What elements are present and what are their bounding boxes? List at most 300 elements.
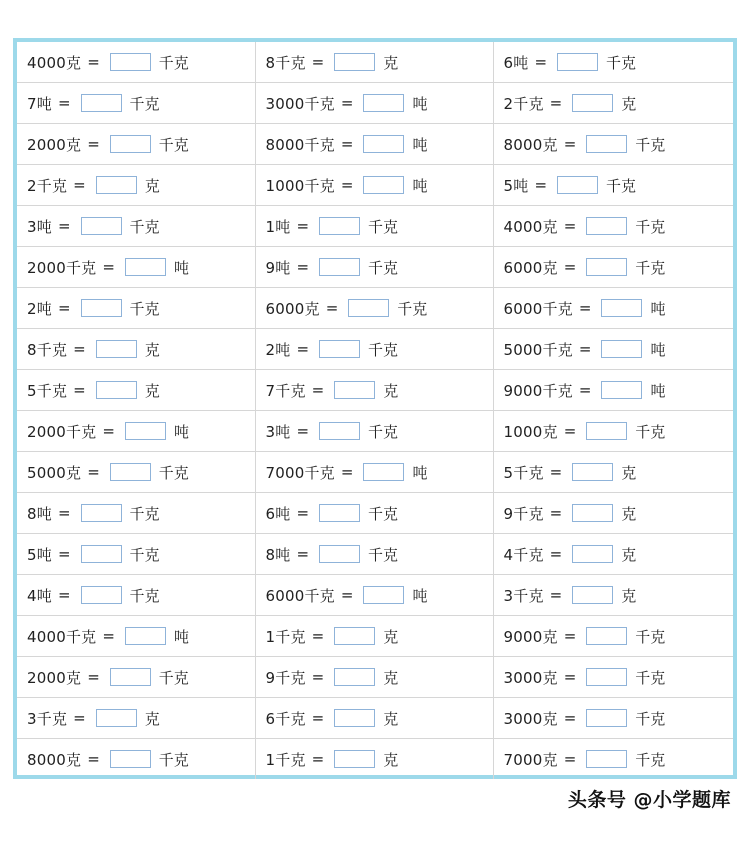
answer-box[interactable] [96,381,137,399]
target-unit: 克 [621,586,637,605]
given-quantity: 3000克 [503,709,558,728]
given-quantity: 9000克 [503,627,558,646]
target-unit: 吨 [412,94,428,113]
conversion-problem [504,339,666,360]
answer-box[interactable] [81,94,122,112]
conversion-problem [504,503,637,524]
conversion-problem [504,421,666,442]
target-unit: 千克 [158,53,189,72]
target-unit: 千克 [635,217,666,236]
answer-box[interactable] [557,53,598,71]
equals-sign: = [296,422,310,440]
given-quantity: 5吨 [503,176,529,195]
answer-box[interactable] [586,750,627,768]
answer-box[interactable] [110,668,151,686]
equals-sign: = [311,709,325,727]
answer-box[interactable] [81,217,122,235]
equals-sign: = [578,299,592,317]
equals-sign: = [311,668,325,686]
target-unit: 克 [383,750,399,769]
conversion-problem [504,626,666,647]
exercise-cell [255,411,493,452]
equals-sign: = [73,709,86,727]
answer-box[interactable] [586,258,627,276]
conversion-problem [266,298,428,319]
given-quantity: 5吨 [27,545,52,564]
conversion-problem [504,216,666,237]
given-quantity: 8吨 [27,504,52,523]
answer-box[interactable] [572,586,613,604]
answer-box[interactable] [557,176,598,194]
target-unit: 克 [383,668,399,687]
target-unit: 克 [621,463,637,482]
target-unit: 千克 [368,422,399,441]
equals-sign: = [311,381,325,399]
equals-sign: = [57,545,71,563]
given-quantity: 8000克 [503,135,558,154]
conversion-problem [266,52,399,73]
equals-sign: = [311,750,325,768]
equals-sign: = [57,217,71,235]
given-quantity: 7千克 [265,381,306,400]
equals-sign: = [87,135,100,153]
equals-sign: = [340,94,354,112]
exercise-cell [493,575,733,616]
conversion-problem [504,544,637,565]
conversion-problem [266,708,399,729]
conversion-problem [27,585,160,606]
conversion-problem [27,708,160,729]
given-quantity: 8千克 [27,340,68,359]
answer-box[interactable] [125,422,166,440]
exercise-cell [255,288,493,329]
answer-box[interactable] [334,668,375,686]
equals-sign: = [73,176,86,194]
exercise-cell [493,124,733,165]
conversion-problem [504,667,666,688]
exercise-cell [255,657,493,698]
answer-box[interactable] [319,217,360,235]
target-unit: 千克 [158,668,189,687]
conversion-problem [504,380,666,401]
exercise-cell [493,42,733,83]
exercise-row [17,206,733,247]
exercise-row [17,657,733,698]
given-quantity: 3吨 [27,217,52,236]
exercise-row [17,493,733,534]
equals-sign: = [340,586,354,604]
answer-box[interactable] [572,545,613,563]
answer-box[interactable] [334,381,375,399]
exercise-cell [255,42,493,83]
exercise-row [17,288,733,329]
exercise-cell [493,493,733,534]
exercise-cell [493,698,733,739]
target-unit: 克 [621,545,637,564]
target-unit: 吨 [412,135,428,154]
target-unit: 千克 [129,545,160,564]
exercise-cell [493,452,733,493]
given-quantity: 7000千克 [265,463,335,482]
answer-box[interactable] [572,94,613,112]
answer-box[interactable] [334,750,375,768]
answer-box[interactable] [363,463,404,481]
equals-sign: = [57,504,71,522]
given-quantity: 8000克 [27,750,82,769]
exercise-cell [255,575,493,616]
exercise-cell [255,247,493,288]
conversion-problem [266,257,399,278]
exercise-row [17,411,733,452]
exercise-row [17,452,733,493]
answer-box[interactable] [586,668,627,686]
exercise-cell [493,165,733,206]
given-quantity: 4吨 [27,586,52,605]
conversion-problem [504,175,637,196]
exercise-cell [255,452,493,493]
equals-sign: = [578,381,592,399]
exercise-row [17,124,733,165]
answer-box[interactable] [319,258,360,276]
exercise-cell [493,411,733,452]
exercise-row [17,616,733,657]
conversion-exercise-table [17,42,733,779]
conversion-problem [504,93,637,114]
given-quantity: 6000克 [265,299,320,318]
target-unit: 克 [383,381,399,400]
exercise-row [17,165,733,206]
exercise-rows [17,42,733,779]
conversion-problem [266,175,428,196]
exercise-cell [17,288,255,329]
target-unit: 千克 [635,258,666,277]
exercise-cell [17,534,255,575]
answer-box[interactable] [96,176,137,194]
equals-sign: = [549,94,563,112]
answer-box[interactable] [572,463,613,481]
given-quantity: 4千克 [503,545,544,564]
answer-box[interactable] [363,586,404,604]
answer-box[interactable] [601,340,642,358]
target-unit: 吨 [173,258,189,277]
answer-box[interactable] [110,53,151,71]
given-quantity: 1千克 [265,750,306,769]
exercise-cell [17,83,255,124]
target-unit: 吨 [173,422,189,441]
answer-box[interactable] [586,627,627,645]
given-quantity: 2千克 [27,176,68,195]
target-unit: 千克 [635,709,666,728]
answer-box[interactable] [334,709,375,727]
answer-box[interactable] [125,258,166,276]
answer-box[interactable] [96,340,137,358]
answer-box[interactable] [334,53,375,71]
exercise-row [17,42,733,83]
exercise-cell [17,370,255,411]
exercise-cell [255,534,493,575]
answer-box[interactable] [96,709,137,727]
given-quantity: 5千克 [27,381,68,400]
exercise-cell [255,124,493,165]
exercise-row [17,739,733,780]
target-unit: 千克 [368,545,399,564]
given-quantity: 1000千克 [265,176,335,195]
given-quantity: 9千克 [265,668,306,687]
worksheet-frame [13,38,737,779]
equals-sign: = [563,709,577,727]
exercise-cell [17,124,255,165]
given-quantity: 1000克 [503,422,558,441]
exercise-row [17,329,733,370]
conversion-problem [27,749,189,770]
conversion-problem [27,503,160,524]
given-quantity: 2000千克 [27,422,97,441]
exercise-cell [255,370,493,411]
equals-sign: = [563,135,577,153]
given-quantity: 2000克 [27,135,82,154]
given-quantity: 6000克 [503,258,558,277]
exercise-cell [17,657,255,698]
exercise-cell [17,165,255,206]
conversion-problem [27,257,189,278]
conversion-problem [266,134,428,155]
equals-sign: = [102,627,115,645]
given-quantity: 2000克 [27,668,82,687]
equals-sign: = [534,176,548,194]
answer-box[interactable] [601,299,642,317]
equals-sign: = [311,627,325,645]
given-quantity: 4000克 [503,217,558,236]
conversion-problem [504,462,637,483]
conversion-problem [27,626,189,647]
exercise-cell [17,329,255,370]
conversion-problem [27,175,160,196]
given-quantity: 6千克 [265,709,306,728]
target-unit: 千克 [635,135,666,154]
given-quantity: 8000千克 [265,135,335,154]
answer-box[interactable] [348,299,389,317]
exercise-cell [493,739,733,780]
equals-sign: = [73,340,86,358]
target-unit: 克 [144,340,160,359]
conversion-problem [266,667,399,688]
exercise-cell [255,739,493,780]
conversion-problem [27,462,189,483]
given-quantity: 5000千克 [503,340,573,359]
answer-box[interactable] [586,217,627,235]
exercise-cell [493,616,733,657]
exercise-cell [17,452,255,493]
given-quantity: 2吨 [265,340,291,359]
exercise-cell [493,247,733,288]
conversion-problem [266,421,399,442]
exercise-cell [493,206,733,247]
target-unit: 吨 [650,381,666,400]
conversion-problem [504,257,666,278]
exercise-cell [493,288,733,329]
target-unit: 克 [383,53,399,72]
exercise-row [17,698,733,739]
equals-sign: = [563,422,577,440]
equals-sign: = [325,299,339,317]
answer-box[interactable] [110,750,151,768]
target-unit: 吨 [412,176,428,195]
conversion-problem [504,585,637,606]
exercise-cell [17,698,255,739]
conversion-problem [504,52,637,73]
target-unit: 千克 [635,668,666,687]
conversion-problem [504,749,666,770]
exercise-cell [17,42,255,83]
conversion-problem [504,708,666,729]
conversion-problem [266,749,399,770]
exercise-cell [255,616,493,657]
answer-box[interactable] [81,299,122,317]
exercise-cell [255,698,493,739]
conversion-problem [27,339,160,360]
target-unit: 千克 [368,340,399,359]
target-unit: 千克 [606,53,637,72]
answer-box[interactable] [319,422,360,440]
exercise-cell [255,493,493,534]
exercise-row [17,534,733,575]
answer-box[interactable] [334,627,375,645]
given-quantity: 3000克 [503,668,558,687]
given-quantity: 3千克 [503,586,544,605]
given-quantity: 4000克 [27,53,82,72]
given-quantity: 5千克 [503,463,544,482]
target-unit: 千克 [606,176,637,195]
given-quantity: 2千克 [503,94,544,113]
equals-sign: = [102,422,115,440]
conversion-problem [27,134,189,155]
conversion-problem [266,93,428,114]
given-quantity: 1吨 [265,217,291,236]
target-unit: 千克 [368,504,399,523]
equals-sign: = [57,94,71,112]
equals-sign: = [549,545,563,563]
conversion-problem [266,503,399,524]
target-unit: 千克 [635,627,666,646]
given-quantity: 3000千克 [265,94,335,113]
conversion-problem [266,585,428,606]
target-unit: 千克 [129,299,160,318]
exercise-row [17,247,733,288]
conversion-problem [266,626,399,647]
given-quantity: 9000千克 [503,381,573,400]
equals-sign: = [549,504,563,522]
answer-box[interactable] [110,463,151,481]
target-unit: 克 [144,176,160,195]
conversion-problem [266,339,399,360]
answer-box[interactable] [81,586,122,604]
equals-sign: = [73,381,86,399]
target-unit: 千克 [129,586,160,605]
answer-box[interactable] [572,504,613,522]
given-quantity: 7000克 [503,750,558,769]
watermark-text: 头条号 @小学题库 [567,789,731,811]
target-unit: 千克 [635,422,666,441]
equals-sign: = [102,258,115,276]
given-quantity: 6吨 [503,53,529,72]
target-unit: 克 [383,627,399,646]
exercise-cell [255,329,493,370]
target-unit: 千克 [158,135,189,154]
answer-box[interactable] [125,627,166,645]
equals-sign: = [57,586,71,604]
given-quantity: 6000千克 [265,586,335,605]
equals-sign: = [340,176,354,194]
answer-box[interactable] [319,340,360,358]
conversion-problem [266,462,428,483]
exercise-row [17,370,733,411]
answer-box[interactable] [319,504,360,522]
conversion-problem [266,216,399,237]
equals-sign: = [296,340,310,358]
given-quantity: 8千克 [265,53,306,72]
conversion-problem [504,298,666,319]
answer-box[interactable] [363,94,404,112]
answer-box[interactable] [363,176,404,194]
answer-box[interactable] [81,545,122,563]
target-unit: 千克 [158,750,189,769]
equals-sign: = [563,668,577,686]
answer-box[interactable] [363,135,404,153]
equals-sign: = [549,463,563,481]
equals-sign: = [563,750,577,768]
given-quantity: 6吨 [265,504,291,523]
target-unit: 千克 [129,217,160,236]
equals-sign: = [296,258,310,276]
equals-sign: = [87,463,100,481]
conversion-problem [27,298,160,319]
exercise-cell [493,370,733,411]
conversion-problem [27,667,189,688]
answer-box[interactable] [601,381,642,399]
answer-box[interactable] [586,709,627,727]
given-quantity: 1千克 [265,627,306,646]
equals-sign: = [534,53,548,71]
target-unit: 千克 [635,750,666,769]
given-quantity: 8吨 [265,545,291,564]
exercise-cell [17,575,255,616]
equals-sign: = [563,627,577,645]
answer-box[interactable] [319,545,360,563]
target-unit: 千克 [129,94,160,113]
exercise-cell [17,616,255,657]
conversion-problem [266,380,399,401]
given-quantity: 2吨 [27,299,52,318]
equals-sign: = [340,135,354,153]
exercise-cell [493,83,733,124]
exercise-cell [493,329,733,370]
target-unit: 吨 [650,299,666,318]
equals-sign: = [87,53,100,71]
conversion-problem [266,544,399,565]
answer-box[interactable] [586,422,627,440]
given-quantity: 2000千克 [27,258,97,277]
target-unit: 吨 [650,340,666,359]
target-unit: 千克 [397,299,428,318]
target-unit: 克 [621,504,637,523]
equals-sign: = [578,340,592,358]
equals-sign: = [563,258,577,276]
answer-box[interactable] [110,135,151,153]
given-quantity: 5000克 [27,463,82,482]
target-unit: 千克 [368,217,399,236]
answer-box[interactable] [81,504,122,522]
answer-box[interactable] [586,135,627,153]
